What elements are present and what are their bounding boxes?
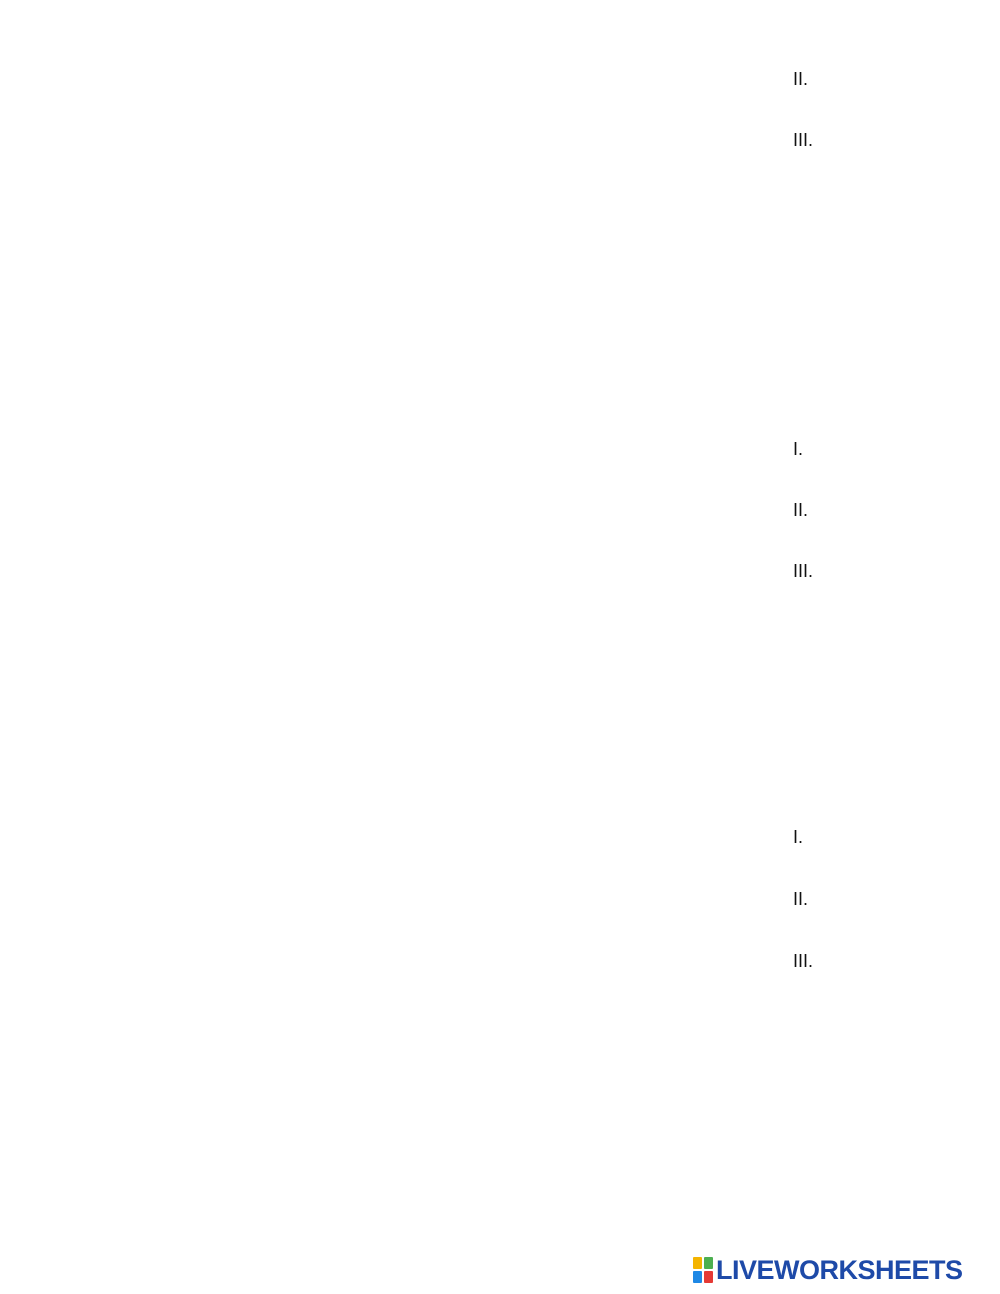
option-number: II. xyxy=(793,69,809,89)
option-number: II. xyxy=(793,889,809,909)
option-number: I. xyxy=(793,827,804,847)
option-number: III. xyxy=(793,561,814,581)
option-number: II. xyxy=(793,500,809,520)
option-number: III. xyxy=(793,130,814,150)
logo-grid-icon xyxy=(693,1257,713,1283)
logo-text: LIVEWORKSHEETS xyxy=(716,1255,963,1285)
liveworksheets-logo xyxy=(693,1255,963,1285)
option-number: III. xyxy=(793,951,814,971)
option-number: I. xyxy=(793,439,804,459)
